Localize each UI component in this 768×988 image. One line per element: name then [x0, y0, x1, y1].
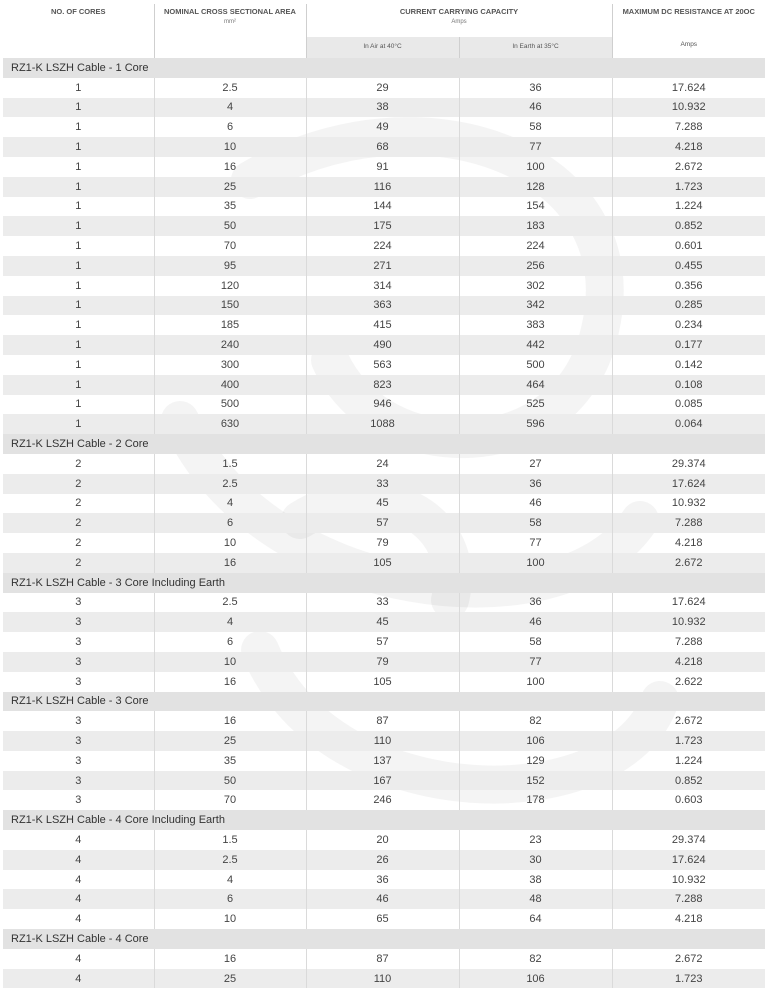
in-earth-cell: 154: [459, 197, 612, 217]
area-cell: 2.5: [154, 850, 306, 870]
resistance-cell: 0.064: [612, 414, 765, 434]
in-earth-cell: 106: [459, 969, 612, 988]
resistance-cell: 4.218: [674, 913, 703, 926]
cores-cell: 1: [3, 157, 154, 177]
table-row: [3, 474, 765, 494]
cores-cell: 4: [3, 850, 154, 870]
table-row: [3, 672, 765, 692]
area-cell: 10: [154, 652, 306, 672]
table-row: [3, 197, 765, 217]
header-in-air: In Air at 40°C: [306, 37, 459, 58]
in-earth-cell: 77: [459, 137, 612, 157]
section-title: RZ1-K LSZH Cable - 2 Core: [3, 434, 765, 454]
table-row: [3, 454, 765, 474]
in-earth-cell: 106: [459, 731, 612, 751]
in-air-cell: 87: [306, 711, 459, 731]
resistance-cell: 2.622: [674, 675, 703, 688]
in-earth-cell: 100: [459, 672, 612, 692]
in-air-cell: 33: [306, 474, 459, 494]
area-cell: 6: [154, 632, 306, 652]
resistance-cell: 7.288: [612, 513, 765, 533]
in-air-cell: 105: [306, 553, 459, 573]
resistance-cell: 1.224: [674, 200, 703, 213]
cores-cell: 3: [3, 790, 154, 810]
section-header-row: [3, 434, 765, 454]
resistance-cell: 17.624: [671, 596, 706, 609]
cores-cell: 3: [3, 751, 154, 771]
in-air-cell: 79: [306, 652, 459, 672]
header-in-earth: In Earth at 35°C: [459, 37, 612, 58]
cores-cell: 1: [3, 395, 154, 415]
in-earth-cell: 256: [459, 256, 612, 276]
resistance-cell: 7.288: [674, 121, 703, 134]
in-earth-cell: 46: [459, 98, 612, 118]
in-earth-cell: 152: [459, 771, 612, 791]
cores-cell: 1: [3, 375, 154, 395]
cores-cell: 4: [3, 830, 154, 850]
table-row: [3, 909, 765, 929]
in-earth-cell: 58: [459, 513, 612, 533]
header-capacity-label: CURRENT CARRYING CAPACITY: [399, 7, 519, 16]
in-earth-cell: 36: [459, 474, 612, 494]
area-cell: 6: [154, 117, 306, 137]
header-resistance-unit: Amps: [612, 37, 765, 58]
table-row: [3, 117, 765, 137]
cores-cell: 4: [3, 949, 154, 969]
area-cell: 6: [154, 513, 306, 533]
resistance-cell: 2.672: [674, 160, 703, 173]
in-air-cell: 246: [306, 790, 459, 810]
table-row: [3, 652, 765, 672]
resistance-cell: 29.374: [671, 833, 706, 846]
in-earth-cell: 77: [459, 533, 612, 553]
table-row: [3, 355, 765, 375]
in-air-cell: 823: [306, 375, 459, 395]
in-earth-cell: 525: [459, 395, 612, 415]
resistance-cell: 2.672: [612, 553, 765, 573]
cores-cell: 3: [3, 771, 154, 791]
in-air-cell: 45: [306, 494, 459, 514]
in-air-cell: 363: [306, 296, 459, 316]
in-earth-cell: 77: [459, 652, 612, 672]
in-air-cell: 175: [306, 216, 459, 236]
resistance-cell: 17.624: [612, 850, 765, 870]
cores-cell: 1: [3, 236, 154, 256]
table-row: [3, 949, 765, 969]
area-cell: 300: [154, 355, 306, 375]
header-capacity: [306, 4, 612, 37]
table-row: [3, 889, 765, 909]
table-row: [3, 632, 765, 652]
table-row: [3, 315, 765, 335]
resistance-cell: 10.932: [671, 873, 706, 886]
in-earth-cell: 100: [459, 553, 612, 573]
cores-cell: 1: [3, 98, 154, 118]
table-row: [3, 157, 765, 177]
area-cell: 150: [154, 296, 306, 316]
table-row: [3, 236, 765, 256]
table-row: [3, 870, 765, 890]
cores-cell: 1: [3, 256, 154, 276]
in-earth-cell: 27: [459, 454, 612, 474]
cores-cell: 1: [3, 177, 154, 197]
table-row: [3, 830, 765, 850]
cores-cell: 2: [3, 454, 154, 474]
resistance-cell: 4.218: [612, 137, 765, 157]
area-cell: 2.5: [154, 78, 306, 98]
resistance-cell: 10.932: [612, 98, 765, 118]
section-title: RZ1-K LSZH Cable - 3 Core Including Earth: [3, 573, 765, 593]
area-cell: 2.5: [154, 474, 306, 494]
in-air-cell: 946: [306, 395, 459, 415]
cores-cell: 2: [3, 474, 154, 494]
area-cell: 120: [154, 276, 306, 296]
in-earth-cell: 30: [459, 850, 612, 870]
table-row: [3, 553, 765, 573]
table-row: [3, 216, 765, 236]
area-cell: 95: [154, 256, 306, 276]
in-air-cell: 490: [306, 335, 459, 355]
area-cell: 2.5: [154, 593, 306, 613]
resistance-cell: 10.932: [612, 612, 765, 632]
resistance-cell: 1.723: [612, 177, 765, 197]
header-area-label: NOMINAL CROSS SECTIONAL AREA: [164, 7, 296, 16]
table-row: [3, 177, 765, 197]
table-row: [3, 98, 765, 118]
area-cell: 25: [154, 969, 306, 988]
in-air-cell: 36: [306, 870, 459, 890]
cores-cell: 2: [3, 513, 154, 533]
table-row: [3, 969, 765, 988]
resistance-cell: 0.177: [612, 335, 765, 355]
in-air-cell: 167: [306, 771, 459, 791]
in-earth-cell: 128: [459, 177, 612, 197]
cores-cell: 4: [3, 909, 154, 929]
section-title: RZ1-K LSZH Cable - 4 Core: [3, 929, 765, 949]
section-title: RZ1-K LSZH Cable - 4 Core Including Earth: [3, 810, 765, 830]
in-air-cell: 57: [306, 513, 459, 533]
header-resistance: MAXIMUM DC RESISTANCE AT 20OC: [622, 7, 755, 16]
in-earth-cell: 464: [459, 375, 612, 395]
in-air-cell: 137: [306, 751, 459, 771]
resistance-cell: 0.108: [612, 375, 765, 395]
in-air-cell: 57: [306, 632, 459, 652]
in-air-cell: 224: [306, 236, 459, 256]
cores-cell: 4: [3, 969, 154, 988]
in-earth-cell: 342: [459, 296, 612, 316]
area-cell: 16: [154, 672, 306, 692]
in-earth-cell: 38: [459, 870, 612, 890]
in-earth-cell: 58: [459, 632, 612, 652]
in-earth-cell: 100: [459, 157, 612, 177]
cores-cell: 1: [3, 296, 154, 316]
resistance-cell: 29.374: [671, 457, 706, 470]
resistance-cell: 0.852: [612, 216, 765, 236]
in-earth-cell: 183: [459, 216, 612, 236]
area-cell: 4: [154, 870, 306, 890]
in-air-cell: 49: [306, 117, 459, 137]
area-cell: 10: [154, 533, 306, 553]
table-row: [3, 494, 765, 514]
resistance-cell: 1.224: [674, 754, 703, 767]
table-row: [3, 375, 765, 395]
in-air-cell: 91: [306, 157, 459, 177]
resistance-cell: 2.672: [674, 715, 703, 728]
resistance-cell: 0.852: [612, 771, 765, 791]
resistance-cell: 0.142: [674, 358, 703, 371]
section-header-row: [3, 573, 765, 593]
resistance-cell: 17.624: [612, 474, 765, 494]
in-earth-cell: 383: [459, 315, 612, 335]
cores-cell: 4: [3, 889, 154, 909]
resistance-cell: 4.218: [612, 652, 765, 672]
in-air-cell: 26: [306, 850, 459, 870]
area-cell: 70: [154, 790, 306, 810]
in-earth-cell: 36: [459, 593, 612, 613]
header-area-unit: mm²: [224, 18, 236, 25]
table-row: [3, 395, 765, 415]
area-cell: 35: [154, 197, 306, 217]
cores-cell: 2: [3, 494, 154, 514]
cores-cell: 1: [3, 197, 154, 217]
header-cores: NO. OF CORES: [3, 4, 154, 58]
area-cell: 1.5: [154, 830, 306, 850]
resistance-cell: 0.085: [674, 398, 703, 411]
in-earth-cell: 178: [459, 790, 612, 810]
area-cell: 25: [154, 177, 306, 197]
resistance-cell: 0.285: [612, 296, 765, 316]
cores-cell: 3: [3, 612, 154, 632]
in-earth-cell: 500: [459, 355, 612, 375]
area-cell: 16: [154, 949, 306, 969]
resistance-cell: 0.601: [674, 240, 703, 253]
cores-cell: 1: [3, 355, 154, 375]
table-row: [3, 276, 765, 296]
area-cell: 35: [154, 751, 306, 771]
table-row: [3, 731, 765, 751]
table-row: [3, 711, 765, 731]
area-cell: 10: [154, 137, 306, 157]
in-air-cell: 33: [306, 593, 459, 613]
in-air-cell: 87: [306, 949, 459, 969]
table-row: [3, 771, 765, 791]
in-air-cell: 144: [306, 197, 459, 217]
in-earth-cell: 64: [459, 909, 612, 929]
in-air-cell: 45: [306, 612, 459, 632]
in-air-cell: 68: [306, 137, 459, 157]
area-cell: 50: [154, 216, 306, 236]
in-earth-cell: 82: [459, 711, 612, 731]
in-earth-cell: 48: [459, 889, 612, 909]
cores-cell: 3: [3, 632, 154, 652]
area-cell: 400: [154, 375, 306, 395]
table-row: [3, 751, 765, 771]
in-air-cell: 46: [306, 889, 459, 909]
table-row: [3, 335, 765, 355]
in-air-cell: 563: [306, 355, 459, 375]
resistance-cell: 1.723: [612, 969, 765, 988]
section-header-row: [3, 810, 765, 830]
in-earth-cell: 23: [459, 830, 612, 850]
resistance-cell: 4.218: [674, 537, 703, 550]
in-earth-cell: 46: [459, 494, 612, 514]
table-row: [3, 513, 765, 533]
resistance-cell: 0.356: [674, 279, 703, 292]
resistance-cell: 7.288: [674, 636, 703, 648]
in-earth-cell: 596: [459, 414, 612, 434]
cores-cell: 1: [3, 117, 154, 137]
cores-cell: 3: [3, 672, 154, 692]
cores-cell: 4: [3, 870, 154, 890]
area-cell: 50: [154, 771, 306, 791]
cores-cell: 1: [3, 276, 154, 296]
in-earth-cell: 129: [459, 751, 612, 771]
cores-cell: 2: [3, 533, 154, 553]
cores-cell: 3: [3, 593, 154, 613]
table-row: [3, 256, 765, 276]
resistance-cell: 7.288: [612, 889, 765, 909]
resistance-cell: 1.723: [612, 731, 765, 751]
area-cell: 4: [154, 612, 306, 632]
resistance-cell: 0.234: [674, 319, 703, 332]
section-header-row: [3, 58, 765, 78]
in-earth-cell: 302: [459, 276, 612, 296]
cores-cell: 1: [3, 137, 154, 157]
cores-cell: 1: [3, 414, 154, 434]
cores-cell: 3: [3, 731, 154, 751]
in-air-cell: 38: [306, 98, 459, 118]
in-earth-cell: 46: [459, 612, 612, 632]
cable-spec-table: [3, 4, 765, 988]
in-air-cell: 24: [306, 454, 459, 474]
area-cell: 185: [154, 315, 306, 335]
in-air-cell: 110: [306, 731, 459, 751]
cores-cell: 3: [3, 652, 154, 672]
resistance-cell: 10.932: [671, 497, 706, 510]
cores-cell: 2: [3, 553, 154, 573]
in-earth-cell: 82: [459, 949, 612, 969]
section-title: RZ1-K LSZH Cable - 3 Core: [3, 692, 765, 712]
area-cell: 240: [154, 335, 306, 355]
table-row: [3, 78, 765, 98]
table-body: [3, 58, 765, 988]
in-earth-cell: 224: [459, 236, 612, 256]
section-header-row: [3, 929, 765, 949]
table-row: [3, 593, 765, 613]
resistance-cell: 0.603: [674, 794, 703, 807]
area-cell: 25: [154, 731, 306, 751]
in-air-cell: 1088: [306, 414, 459, 434]
area-cell: 630: [154, 414, 306, 434]
table-row: [3, 414, 765, 434]
area-cell: 6: [154, 889, 306, 909]
area-cell: 500: [154, 395, 306, 415]
table-row: [3, 790, 765, 810]
in-air-cell: 116: [306, 177, 459, 197]
table-row: [3, 533, 765, 553]
table-row: [3, 137, 765, 157]
area-cell: 4: [154, 494, 306, 514]
table-row: [3, 296, 765, 316]
area-cell: 16: [154, 157, 306, 177]
in-air-cell: 105: [306, 672, 459, 692]
area-cell: 4: [154, 98, 306, 118]
cores-cell: 3: [3, 711, 154, 731]
table-row: [3, 612, 765, 632]
header-capacity-unit: Amps: [451, 18, 467, 25]
in-earth-cell: 36: [459, 78, 612, 98]
area-cell: 70: [154, 236, 306, 256]
in-air-cell: 65: [306, 909, 459, 929]
in-air-cell: 271: [306, 256, 459, 276]
in-air-cell: 20: [306, 830, 459, 850]
in-air-cell: 415: [306, 315, 459, 335]
area-cell: 1.5: [154, 454, 306, 474]
in-air-cell: 314: [306, 276, 459, 296]
cores-cell: 1: [3, 335, 154, 355]
cores-cell: 1: [3, 216, 154, 236]
in-air-cell: 79: [306, 533, 459, 553]
header-area: [154, 4, 306, 58]
in-earth-cell: 442: [459, 335, 612, 355]
section-header-row: [3, 692, 765, 712]
table-row: [3, 850, 765, 870]
area-cell: 10: [154, 909, 306, 929]
section-title: RZ1-K LSZH Cable - 1 Core: [3, 58, 765, 78]
in-air-cell: 29: [306, 78, 459, 98]
cores-cell: 1: [3, 78, 154, 98]
resistance-cell: 2.672: [674, 952, 703, 965]
resistance-cell: 0.455: [612, 256, 765, 276]
resistance-cell: 17.624: [671, 81, 706, 94]
in-air-cell: 110: [306, 969, 459, 988]
in-earth-cell: 58: [459, 117, 612, 137]
cores-cell: 1: [3, 315, 154, 335]
area-cell: 16: [154, 553, 306, 573]
area-cell: 16: [154, 711, 306, 731]
